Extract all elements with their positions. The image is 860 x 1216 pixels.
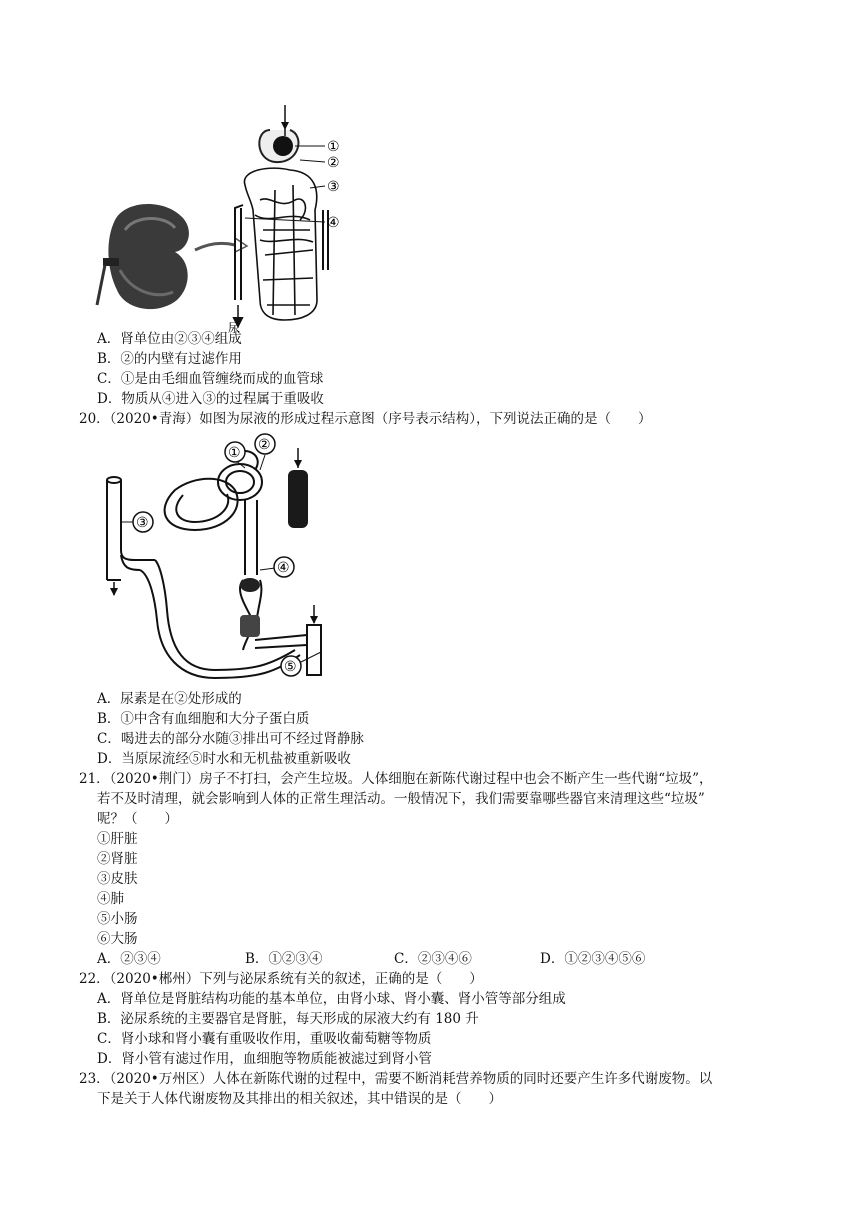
kidney-image xyxy=(97,204,189,309)
capillary-box xyxy=(307,625,321,675)
q22-stem: 22．（2020•郴州）下列与泌尿系统有关的叙述，正确的是（ ） xyxy=(79,971,483,987)
q21-item-2: ②肾脏 xyxy=(97,851,138,867)
q21-item-6: ⑥大肠 xyxy=(97,931,138,947)
q20-option-d: D．当原尿流经⑤时水和无机盐被重新吸收 xyxy=(97,751,351,767)
q20-stem: 20．（2020•青海）如图为尿液的形成过程示意图（序号表示结构），下列说法正确的是（ ） xyxy=(79,411,652,427)
q22-option-c: C．肾小球和肾小囊有重吸收作用，重吸收葡萄糖等物质 xyxy=(97,1031,432,1047)
fig2-marker-3: ③ xyxy=(136,515,149,531)
q22-option-d: D．肾小管有滤过作用，血细胞等物质能被滤过到肾小管 xyxy=(97,1051,432,1067)
urine-label: 尿 xyxy=(228,321,241,335)
q21-item-1: ①肝脏 xyxy=(97,831,138,847)
q23-stem-line-1: 23．（2020•万州区）人体在新陈代谢的过程中，需要不断消耗营养物质的同时还要产生许多代谢废物。以 xyxy=(79,1071,713,1087)
q21-item-4: ④肺 xyxy=(97,891,124,907)
urine-formation-figure xyxy=(95,430,340,685)
nephron-figure xyxy=(95,100,355,335)
fig2-marker-5: ⑤ xyxy=(284,659,297,675)
q21-option-b: B．①②③④ xyxy=(245,951,323,967)
q20-option-b: B．①中含有血细胞和大分子蛋白质 xyxy=(97,711,310,727)
renal-corpuscle xyxy=(259,105,298,162)
fig2-marker-1: ① xyxy=(228,445,241,461)
marker-2: ② xyxy=(327,155,340,171)
q21-stem-line-1: 21．（2020•荆门）房子不打扫，会产生垃圾。人体细胞在新陈代谢过程中也会不断产生一些代谢“垃圾”， xyxy=(79,771,713,787)
q20-option-a: A．尿素是在②处形成的 xyxy=(97,691,242,707)
q21-item-5: ⑤小肠 xyxy=(97,911,138,927)
marker-1: ① xyxy=(327,139,340,155)
marker-3: ③ xyxy=(327,179,340,195)
q23-stem-line-2: 下是关于人体代谢废物及其排出的相关叙述，其中错误的是（ ） xyxy=(97,1091,502,1107)
q22-option-b: B．泌尿系统的主要器官是肾脏，每天形成的尿液大约有 180 升 xyxy=(97,1011,479,1027)
q21-item-3: ③皮肤 xyxy=(97,871,138,887)
q22-option-a: A．肾单位是肾脏结构功能的基本单位，由肾小球、肾小囊、肾小管等部分组成 xyxy=(97,991,566,1007)
q19-option-a: A．肾单位由②③④组成 xyxy=(97,331,242,347)
q19-option-d: D．物质从④进入③的过程属于重吸收 xyxy=(97,391,324,407)
q21-stem-line-3: 呢？（ ） xyxy=(97,811,178,827)
q19-option-b: B．②的内壁有过滤作用 xyxy=(97,351,242,367)
q19-option-c: C．①是由毛细血管缠绕而成的血管球 xyxy=(97,371,324,387)
marker-4: ④ xyxy=(327,215,340,231)
q20-option-c: C．喝进去的部分水随③排出可不经过肾静脉 xyxy=(97,731,364,747)
q21-option-d: D．①②③④⑤⑥ xyxy=(540,951,646,967)
q21-option-a: A．②③④ xyxy=(97,951,161,967)
fig2-marker-2: ② xyxy=(258,437,271,453)
q21-option-c: C．②③④⑥ xyxy=(394,951,472,967)
fig2-marker-4: ④ xyxy=(277,560,290,576)
q21-stem-line-2: 若不及时清理，就会影响到人体的正常生理活动。一般情况下，我们需要靠哪些器官来清理这些“垃圾” xyxy=(97,791,705,807)
renal-artery xyxy=(288,470,308,528)
tubule-network xyxy=(244,168,317,320)
